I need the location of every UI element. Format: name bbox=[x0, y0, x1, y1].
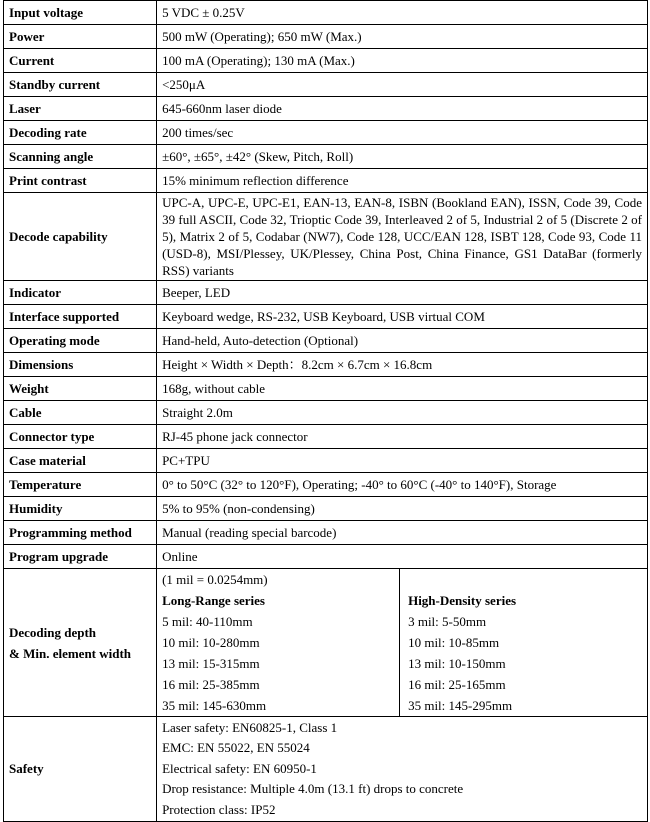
value-humidity: 5% to 95% (non-condensing) bbox=[157, 497, 648, 521]
value-decoding-rate: 200 times/sec bbox=[157, 121, 648, 145]
value-safety bbox=[157, 717, 648, 822]
label-programming-method: Programming method bbox=[4, 521, 157, 545]
label-program-upgrade: Program upgrade bbox=[4, 545, 157, 569]
decoding-depth-grid bbox=[162, 569, 647, 716]
row-weight bbox=[4, 377, 648, 401]
value-indicator: Beeper, LED bbox=[157, 281, 648, 305]
value-case-material: PC+TPU bbox=[157, 449, 648, 473]
row-decoding-rate bbox=[4, 121, 648, 145]
long-range-title: Long-Range series bbox=[162, 593, 265, 608]
value-standby-current: <250μA bbox=[157, 73, 648, 97]
value-print-contrast: 15% minimum reflection difference bbox=[157, 169, 648, 193]
value-scanning-angle: ±60°, ±65°, ±42° (Skew, Pitch, Roll) bbox=[157, 145, 648, 169]
row-print-contrast bbox=[4, 169, 648, 193]
spec-table bbox=[3, 0, 648, 822]
value-power: 500 mW (Operating); 650 mW (Max.) bbox=[157, 25, 648, 49]
label-current: Current bbox=[4, 49, 157, 73]
high-density-column bbox=[400, 569, 647, 716]
label-standby-current: Standby current bbox=[4, 73, 157, 97]
label-input-voltage: Input voltage bbox=[4, 1, 157, 25]
safety-item: Electrical safety: EN 60950-1 bbox=[162, 760, 317, 776]
label-cable: Cable bbox=[4, 401, 157, 425]
row-decoding-depth bbox=[4, 569, 648, 717]
row-dimensions bbox=[4, 353, 648, 377]
label-connector-type: Connector type bbox=[4, 425, 157, 449]
value-weight: 168g, without cable bbox=[157, 377, 648, 401]
value-decoding-depth bbox=[157, 569, 648, 717]
high-density-item: 10 mil: 10-85mm bbox=[408, 635, 500, 650]
label-indicator: Indicator bbox=[4, 281, 157, 305]
label-print-contrast: Print contrast bbox=[4, 169, 157, 193]
row-scanning-angle bbox=[4, 145, 648, 169]
row-programming-method bbox=[4, 521, 648, 545]
value-current: 100 mA (Operating); 130 mA (Max.) bbox=[157, 49, 648, 73]
row-safety bbox=[4, 717, 648, 822]
label-decoding-depth-line1: Decoding depth bbox=[9, 624, 97, 640]
label-decoding-depth bbox=[4, 569, 157, 717]
high-density-item: 13 mil: 10-150mm bbox=[408, 656, 506, 671]
mil-note: (1 mil = 0.0254mm) bbox=[162, 572, 268, 587]
row-operating-mode bbox=[4, 329, 648, 353]
row-current bbox=[4, 49, 648, 73]
label-scanning-angle: Scanning angle bbox=[4, 145, 157, 169]
row-standby-current bbox=[4, 73, 648, 97]
row-humidity bbox=[4, 497, 648, 521]
safety-item: EMC: EN 55022, EN 55024 bbox=[162, 740, 310, 756]
value-interface-supported: Keyboard wedge, RS-232, USB Keyboard, USB virtual COM bbox=[157, 305, 648, 329]
row-power bbox=[4, 25, 648, 49]
label-operating-mode: Operating mode bbox=[4, 329, 157, 353]
row-interface-supported bbox=[4, 305, 648, 329]
value-programming-method: Manual (reading special barcode) bbox=[157, 521, 648, 545]
row-indicator bbox=[4, 281, 648, 305]
label-decoding-depth-line2: & Min. element width bbox=[9, 645, 132, 661]
long-range-item: 5 mil: 40-110mm bbox=[162, 614, 253, 629]
label-dimensions: Dimensions bbox=[4, 353, 157, 377]
value-cable: Straight 2.0m bbox=[157, 401, 648, 425]
row-temperature bbox=[4, 473, 648, 497]
high-density-item: 3 mil: 5-50mm bbox=[408, 614, 487, 629]
value-program-upgrade: Online bbox=[157, 545, 648, 569]
row-connector-type bbox=[4, 425, 648, 449]
value-dimensions: Height × Width × Depth：8.2cm × 6.7cm × 16.8cm bbox=[157, 353, 648, 377]
label-humidity: Humidity bbox=[4, 497, 157, 521]
high-density-item: 35 mil: 145-295mm bbox=[408, 698, 513, 713]
label-laser: Laser bbox=[4, 97, 157, 121]
value-laser: 645-660nm laser diode bbox=[157, 97, 648, 121]
row-program-upgrade bbox=[4, 545, 648, 569]
label-temperature: Temperature bbox=[4, 473, 157, 497]
label-safety: Safety bbox=[4, 717, 157, 822]
value-connector-type: RJ-45 phone jack connector bbox=[157, 425, 648, 449]
row-input-voltage bbox=[4, 1, 648, 25]
long-range-item: 13 mil: 15-315mm bbox=[162, 656, 260, 671]
spec-table-body bbox=[4, 1, 648, 822]
row-laser bbox=[4, 97, 648, 121]
label-decoding-rate: Decoding rate bbox=[4, 121, 157, 145]
label-weight: Weight bbox=[4, 377, 157, 401]
label-case-material: Case material bbox=[4, 449, 157, 473]
row-cable bbox=[4, 401, 648, 425]
safety-item: Drop resistance: Multiple 4.0m (13.1 ft) drops to concrete bbox=[162, 781, 464, 797]
safety-item: Protection class: IP52 bbox=[162, 801, 276, 817]
long-range-item: 10 mil: 10-280mm bbox=[162, 635, 260, 650]
high-density-title: High-Density series bbox=[408, 593, 517, 608]
long-range-item: 35 mil: 145-630mm bbox=[162, 698, 267, 713]
row-case-material bbox=[4, 449, 648, 473]
high-density-item: 16 mil: 25-165mm bbox=[408, 677, 506, 692]
long-range-column bbox=[162, 569, 400, 716]
row-decode-capability bbox=[4, 193, 648, 281]
label-power: Power bbox=[4, 25, 157, 49]
long-range-item: 16 mil: 25-385mm bbox=[162, 677, 260, 692]
value-input-voltage: 5 VDC ± 0.25V bbox=[157, 1, 648, 25]
label-decode-capability: Decode capability bbox=[4, 193, 157, 281]
value-decode-capability: UPC-A, UPC-E, UPC-E1, EAN-13, EAN-8, ISBN (Bookland EAN), ISSN, Code 39, Code 39 full ASCII, Code 32, Trioptic Code 39, Interleaved 2 of 5, Industrial 2 of 5 (Discrete 2 of 5), Matrix 2 of 5, Codabar (NW7), Code 128, UCC/EAN 128, ISBT 128, Code 93, Code 11 (USD-8), MSI/Plessey, UK/Plessey, China Post, China Finance, GS1 DataBar (formerly RSS) variants bbox=[157, 193, 648, 281]
value-operating-mode: Hand-held, Auto-detection (Optional) bbox=[157, 329, 648, 353]
safety-item: Laser safety: EN60825-1, Class 1 bbox=[162, 719, 338, 735]
label-interface-supported: Interface supported bbox=[4, 305, 157, 329]
value-temperature: 0° to 50°C (32° to 120°F), Operating; -40° to 60°C (-40° to 140°F), Storage bbox=[157, 473, 648, 497]
